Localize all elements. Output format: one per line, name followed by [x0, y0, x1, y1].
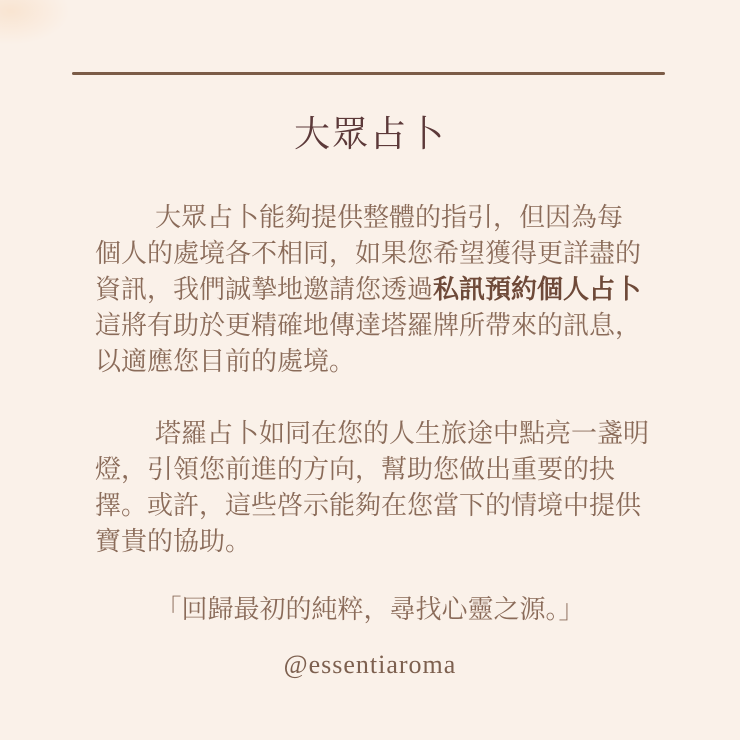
text-line	[95, 272, 655, 308]
text-line: 這將有助於更精確地傳達塔羅牌所帶來的訊息，	[95, 311, 642, 341]
bold-booking-phrase: 私訊預約個人占卜	[433, 275, 642, 305]
tarot-paragraph	[95, 416, 655, 560]
post-title: 大眾占卜	[293, 114, 446, 155]
text-line: 個人的處境各不相同，如果您希望獲得更詳盡的	[95, 239, 642, 269]
body-text-block	[95, 200, 655, 596]
text-line: 以適應您目前的處境。	[95, 347, 356, 377]
closing-quote: 「回歸最初的純粹，尋找心靈之源。」	[155, 595, 585, 625]
corner-smudge-decoration	[0, 0, 70, 45]
text-line: 擇。或許，這些啓示能夠在您當下的情境中提供	[95, 491, 642, 521]
top-divider-line	[72, 72, 665, 75]
text-line: 塔羅占卜如同在您的人生旅途中點亮一盞明	[155, 419, 650, 449]
text-segment: 資訊，我們誠摯地邀請您透過	[95, 275, 434, 305]
text-line: 燈，引領您前進的方向，幫助您做出重要的抉	[95, 455, 616, 485]
text-line: 大眾占卜能夠提供整體的指引，但因為每	[155, 203, 624, 233]
intro-paragraph	[95, 200, 655, 380]
text-line: 寶貴的協助。	[95, 527, 252, 557]
account-handle: @essentiaroma	[283, 650, 457, 679]
